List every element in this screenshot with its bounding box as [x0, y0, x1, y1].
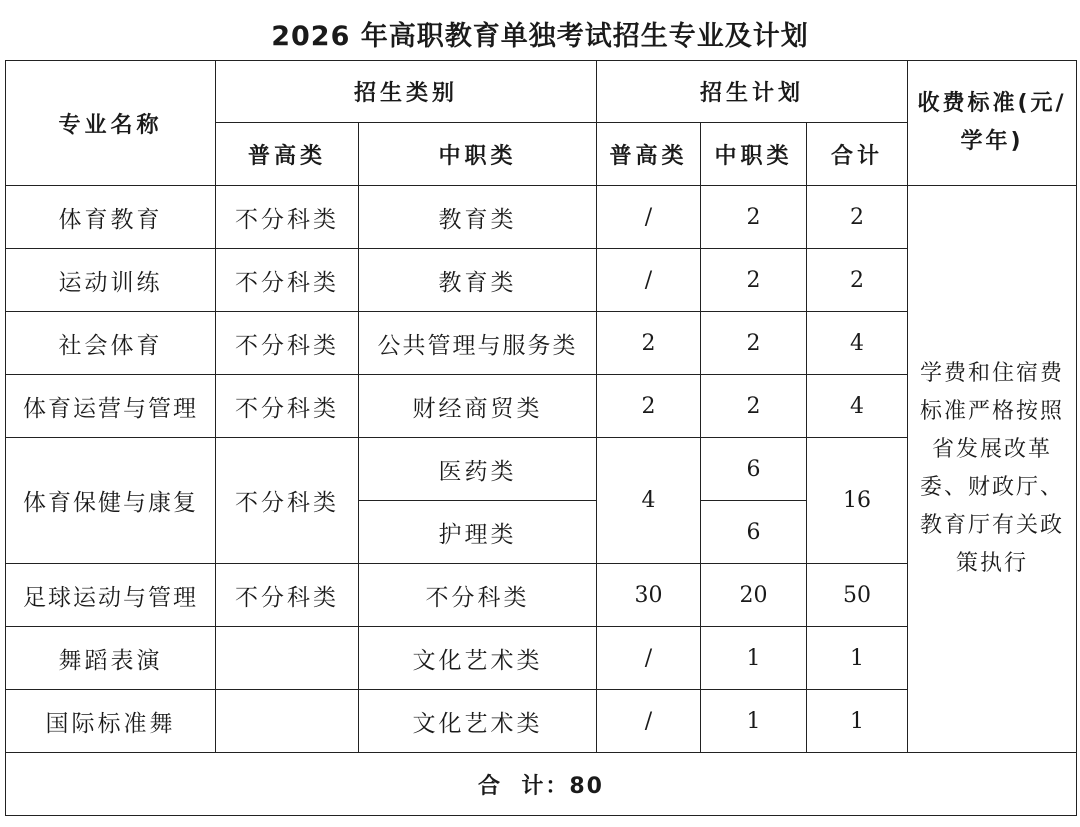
total-row: [6, 753, 1077, 816]
cell-plan-total: 4: [807, 375, 908, 438]
cell-zhongzhi: 教育类: [359, 249, 597, 312]
cell-putong: 不分科类: [216, 375, 359, 438]
header-major: 专业名称: [6, 61, 216, 186]
cell-major: 运动训练: [6, 249, 216, 312]
cell-plan-zhongzhi: 2: [701, 186, 807, 249]
cell-putong: 不分科类: [216, 564, 359, 627]
cell-zhongzhi: 文化艺术类: [359, 627, 597, 690]
cell-plan-zhongzhi: 20: [701, 564, 807, 627]
cell-major: 体育运营与管理: [6, 375, 216, 438]
cell-zhongzhi: 护理类: [359, 501, 597, 564]
cell-zhongzhi: 财经商贸类: [359, 375, 597, 438]
cell-plan-putong: /: [597, 690, 701, 753]
header-fee: 收费标准(元/学年): [908, 61, 1077, 186]
cell-plan-zhongzhi: 2: [701, 249, 807, 312]
cell-putong: [216, 690, 359, 753]
cell-major: 体育教育: [6, 186, 216, 249]
cell-plan-total: 2: [807, 186, 908, 249]
cell-major: 国际标准舞: [6, 690, 216, 753]
cell-plan-putong: 2: [597, 375, 701, 438]
cell-plan-total: 2: [807, 249, 908, 312]
header-putong: 普高类: [216, 123, 359, 186]
grand-total-value: 80: [569, 773, 604, 799]
header-plan-zhongzhi: 中职类: [701, 123, 807, 186]
cell-putong: 不分科类: [216, 312, 359, 375]
cell-plan-total: 50: [807, 564, 908, 627]
cell-plan-zhongzhi: 6: [701, 438, 807, 501]
cell-major: 舞蹈表演: [6, 627, 216, 690]
page-title: 2026 年高职教育单独考试招生专业及计划: [271, 21, 809, 52]
grand-total-label: 合 计：: [478, 773, 570, 799]
cell-plan-total: 4: [807, 312, 908, 375]
cell-zhongzhi: 文化艺术类: [359, 690, 597, 753]
grand-total: [6, 753, 1077, 816]
enrollment-plan-table: [5, 60, 1077, 816]
cell-plan-putong: /: [597, 627, 701, 690]
cell-putong: [216, 627, 359, 690]
cell-plan-zhongzhi: 2: [701, 312, 807, 375]
cell-fee-note: 学费和住宿费标准严格按照省发展改革委、财政厅、教育厅有关政策执行: [908, 186, 1077, 753]
cell-plan-total: 1: [807, 627, 908, 690]
cell-zhongzhi: 教育类: [359, 186, 597, 249]
cell-plan-zhongzhi: 1: [701, 690, 807, 753]
cell-putong: 不分科类: [216, 438, 359, 564]
cell-zhongzhi: 医药类: [359, 438, 597, 501]
cell-plan-zhongzhi: 6: [701, 501, 807, 564]
cell-major: 社会体育: [6, 312, 216, 375]
header-zhongzhi: 中职类: [359, 123, 597, 186]
cell-plan-putong: /: [597, 186, 701, 249]
cell-major: 足球运动与管理: [6, 564, 216, 627]
header-category-group: 招生类别: [216, 61, 597, 123]
cell-plan-putong: 4: [597, 438, 701, 564]
cell-plan-total: 16: [807, 438, 908, 564]
cell-zhongzhi: 不分科类: [359, 564, 597, 627]
cell-putong: 不分科类: [216, 249, 359, 312]
table-row: [6, 186, 1077, 249]
cell-putong: 不分科类: [216, 186, 359, 249]
header-plan-group: 招生计划: [597, 61, 908, 123]
header-plan-putong: 普高类: [597, 123, 701, 186]
cell-plan-zhongzhi: 2: [701, 375, 807, 438]
cell-zhongzhi: 公共管理与服务类: [359, 312, 597, 375]
cell-plan-total: 1: [807, 690, 908, 753]
cell-plan-putong: 2: [597, 312, 701, 375]
cell-major: 体育保健与康复: [6, 438, 216, 564]
cell-plan-zhongzhi: 1: [701, 627, 807, 690]
cell-plan-putong: /: [597, 249, 701, 312]
header-row-1: [6, 61, 1077, 123]
header-plan-total: 合计: [807, 123, 908, 186]
cell-plan-putong: 30: [597, 564, 701, 627]
